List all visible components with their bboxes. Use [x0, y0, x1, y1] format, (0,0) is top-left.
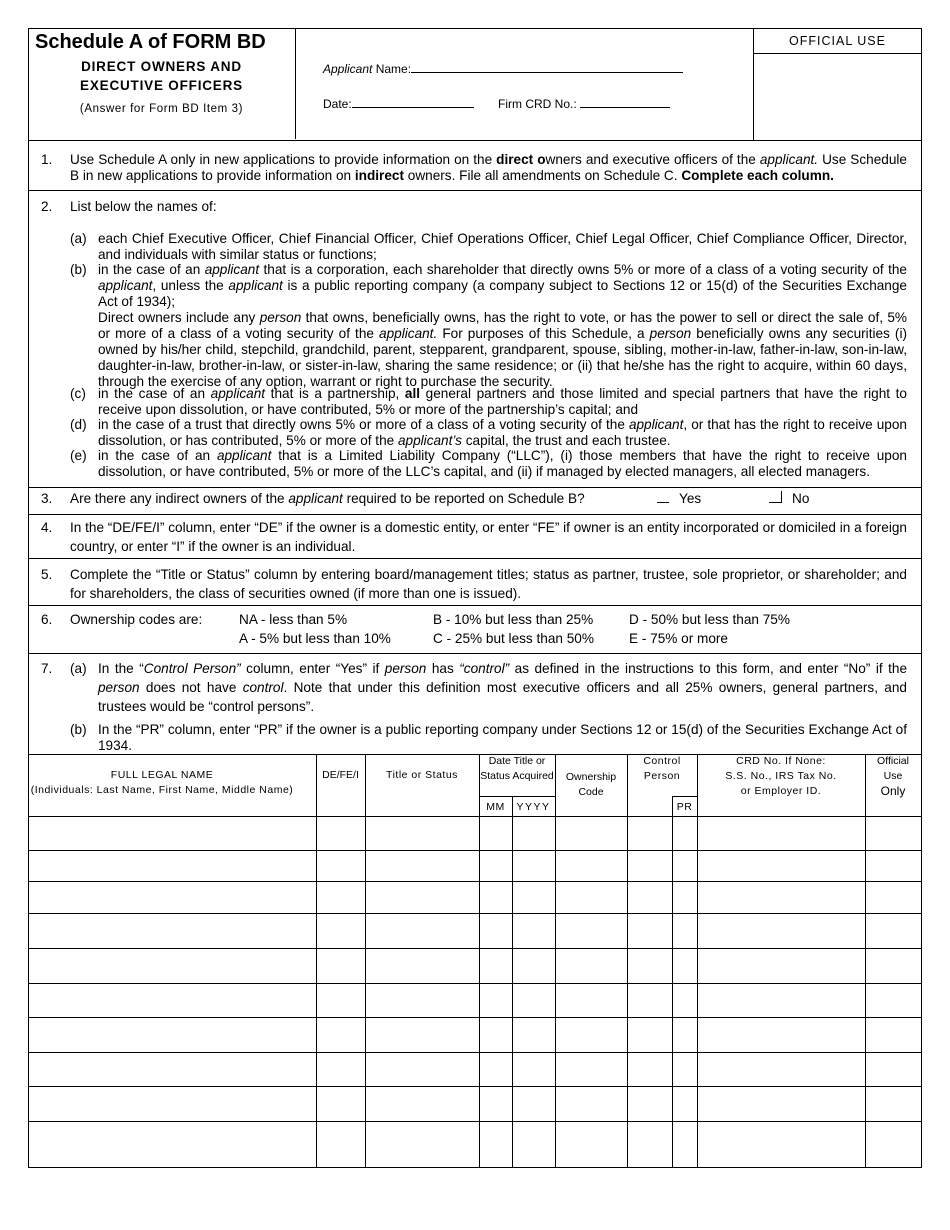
section-6: 6. Ownership codes are: NA - less than 5% A - 5% but less than 10% B - 10% but less than 25% C - 25% but less than 50% D - 50% but less than 75% E - 75% or more [41, 612, 790, 646]
form-title: Schedule A of FORM BD [35, 31, 266, 53]
table-cell[interactable] [697, 850, 865, 881]
table-cell[interactable] [627, 948, 672, 983]
form-subtitle: DIRECT OWNERS AND EXECUTIVE OFFICERS [80, 59, 243, 93]
section-2-item-a: (a) each Chief Executive Officer, Chief Financial Officer, Chief Operations Officer, Chief Legal Officer, Chief Compliance Officer, Director, and individuals with similar status or functions; [70, 231, 907, 262]
table-cell[interactable] [479, 913, 512, 948]
code-b: B - 10% but less than 25% [433, 612, 594, 627]
table-cell[interactable] [672, 913, 697, 948]
date-field[interactable]: Date: [323, 95, 474, 111]
table-cell[interactable] [627, 1017, 672, 1052]
table-cell[interactable] [512, 913, 555, 948]
code-na: NA - less than 5% [239, 612, 348, 627]
section-2-item-b: (b) in the case of an applicant that is a corporation, each shareholder that directly owns 5% or more of a class of a voting security of the applicant, unless the applicant is a public reporting company (a company subject to Sections 12 or 15(d) of the Securities Exchange Act of 1934); Direct owners include any person that owns, beneficially owns, has the right to vote, or has the power to sell or direct the sale of, 5% or more of a class of a voting security of the applicant. For purposes of this Schedule, a person beneficially owns any securities (i) owned by his/her child, stepchild, grandchild, parent, stepparent, grandparent, spouse, sibling, mother-in-law, father-in-law, son-in-law, daughter-in-law, brother-in-law, or sister-in-law, sharing the same residence; or (ii) that he/she has the right to acquire, within 60 days, through the exercise of any option, warrant or right to purchase the security. [70, 262, 908, 389]
table-cell[interactable] [555, 1017, 627, 1052]
yes-checkbox[interactable] [657, 491, 669, 503]
col-mm: MM [486, 801, 505, 813]
table-cell[interactable] [865, 948, 921, 983]
col-yyyy: YYYY [516, 801, 551, 813]
table-cell[interactable] [697, 948, 865, 983]
table-cell[interactable] [697, 1086, 865, 1121]
owners-table [29, 754, 921, 1167]
table-cell[interactable] [672, 850, 697, 881]
table-cell[interactable] [316, 1017, 365, 1052]
table-cell[interactable] [512, 816, 555, 850]
col-full-legal-name: FULL LEGAL NAME (Individuals: Last Name, First Name, Middle Name) [30, 769, 294, 796]
col-title-status: Title or Status [386, 769, 458, 781]
table-cell[interactable] [865, 983, 921, 1017]
table-cell[interactable] [316, 881, 365, 913]
table-cell[interactable] [697, 913, 865, 948]
code-a: A - 5% but less than 10% [239, 631, 391, 646]
table-cell[interactable] [29, 913, 316, 948]
indirect-owners-yes[interactable]: Yes [657, 491, 701, 507]
table-cell[interactable] [697, 983, 865, 1017]
table-cell[interactable] [479, 1052, 512, 1086]
table-cell[interactable] [555, 913, 627, 948]
table-cell[interactable] [365, 983, 479, 1017]
table-cell[interactable] [555, 1052, 627, 1086]
table-cell[interactable] [29, 1052, 316, 1086]
table-cell[interactable] [865, 816, 921, 850]
answer-note: (Answer for Form BD Item 3) [79, 103, 244, 115]
table-cell[interactable] [365, 850, 479, 881]
table-cell[interactable] [555, 881, 627, 913]
table-cell[interactable] [865, 850, 921, 881]
table-cell[interactable] [672, 1121, 697, 1167]
firm-crd-input[interactable] [580, 95, 670, 108]
indirect-owners-no[interactable]: No [769, 491, 809, 507]
section-2-item-e: (e) in the case of an applicant that is a Limited Liability Company (“LLC”), (i) those members that have the right to receive upon dissolution, or have contributed, 5% or more of the LLC’s capital, and (ii) if managed by elected managers, all elected managers. [70, 448, 907, 479]
table-cell[interactable] [479, 948, 512, 983]
no-checkbox[interactable] [769, 491, 782, 503]
col-ownership-code: Ownership Code [565, 771, 617, 798]
col-official-use: Official Use Only [877, 755, 909, 798]
table-cell[interactable] [29, 1121, 316, 1167]
date-input[interactable] [352, 95, 474, 108]
table-cell[interactable] [512, 1052, 555, 1086]
table-cell[interactable] [555, 1121, 627, 1167]
table-cell[interactable] [29, 850, 316, 881]
table-cell[interactable] [479, 1017, 512, 1052]
table-cell[interactable] [479, 816, 512, 850]
table-cell[interactable] [697, 1121, 865, 1167]
table-cell[interactable] [365, 881, 479, 913]
table-cell[interactable] [479, 983, 512, 1017]
table-cell[interactable] [29, 816, 316, 850]
table-cell[interactable] [316, 1086, 365, 1121]
table-cell[interactable] [365, 1086, 479, 1121]
table-cell[interactable] [555, 948, 627, 983]
table-cell[interactable] [365, 1017, 479, 1052]
table-cell[interactable] [316, 948, 365, 983]
section-7-item-b: (b) In the “PR” column, enter “PR” if the owner is a public reporting company under Sections 12 or 15(d) of the Securities Exchange Act of 1934. [70, 722, 907, 753]
table-cell[interactable] [672, 1017, 697, 1052]
col-control-person: Control Person [643, 755, 681, 782]
table-cell[interactable] [29, 1017, 316, 1052]
table-cell[interactable] [697, 816, 865, 850]
table-cell[interactable] [365, 816, 479, 850]
table-cell[interactable] [672, 1052, 697, 1086]
table-cell[interactable] [865, 881, 921, 913]
table-cell[interactable] [555, 850, 627, 881]
table-cell[interactable] [512, 1017, 555, 1052]
table-cell[interactable] [512, 983, 555, 1017]
col-pr: PR [676, 801, 693, 813]
table-cell[interactable] [29, 983, 316, 1017]
table-cell[interactable] [365, 913, 479, 948]
table-cell[interactable] [865, 1121, 921, 1167]
table-cell[interactable] [479, 1086, 512, 1121]
table-cell[interactable] [697, 1017, 865, 1052]
table-cell[interactable] [672, 983, 697, 1017]
table-cell[interactable] [697, 881, 865, 913]
table-cell[interactable] [627, 913, 672, 948]
table-cell[interactable] [672, 1086, 697, 1121]
table-cell[interactable] [316, 1052, 365, 1086]
table-cell[interactable] [865, 913, 921, 948]
table-cell[interactable] [316, 816, 365, 850]
section-7-item-a: (a) In the “Control Person” column, enter “Yes” if person has “control” as defined in the instructions to this form, and enter “No” if the person does not have control. Note that under this definition most executive officers and all 25% owners, general partners, and trustees would be “control persons”. [70, 661, 908, 714]
table-cell[interactable] [627, 816, 672, 850]
firm-crd-field[interactable]: Firm CRD No.: [498, 95, 670, 111]
table-cell[interactable] [627, 850, 672, 881]
col-date-acquired: Date Title or Status Acquired [480, 755, 554, 782]
table-cell[interactable] [865, 1052, 921, 1086]
table-cell[interactable] [555, 816, 627, 850]
table-cell[interactable] [627, 1086, 672, 1121]
table-cell[interactable] [512, 948, 555, 983]
table-cell[interactable] [555, 983, 627, 1017]
table-cell[interactable] [316, 1121, 365, 1167]
col-de-fe-i: DE/FE/I [322, 769, 359, 781]
table-cell[interactable] [865, 1086, 921, 1121]
section-7: 7. (a) In the “Control Person” column, enter “Yes” if person has “control” as defined in the instructions to this form, and enter “No” if the person does not have control. Note that under this definition most executive officers and all 25% owners, general partners, and trustees would be “control persons”. (b) In the “PR” column, enter “PR” if the owner is a public reporting company under Sections 12 or 15(d) of the Securities Exchange Act of 1934. [41, 661, 908, 753]
official-use-header: OFFICIAL USE [753, 29, 922, 54]
table-cell[interactable] [316, 983, 365, 1017]
table-cell[interactable] [479, 881, 512, 913]
table-cell[interactable] [627, 1052, 672, 1086]
table-cell[interactable] [479, 1121, 512, 1167]
table-cell[interactable] [512, 850, 555, 881]
table-cell[interactable] [627, 983, 672, 1017]
col-crd-no: CRD No. If None: S.S. No., IRS Tax No. or Employer ID. [725, 755, 837, 797]
applicant-name-field[interactable]: Applicant Name: [323, 60, 683, 76]
table-cell[interactable] [697, 1052, 865, 1086]
table-cell[interactable] [365, 1052, 479, 1086]
table-cell[interactable] [512, 881, 555, 913]
section-2: 2. List below the names of: (a) each Chief Executive Officer, Chief Financial Officer, Chief Operations Officer, Chief Legal Officer, Chief Compliance Officer, Director, and individuals with similar status or functions; (b) in the case of an applicant that is a corporation, each shareholder that directly owns 5% or more of a class of a voting security of the applicant, unless the applicant is a public reporting company (a company subject to Sections 12 or 15(d) of the Securities Exchange Act of 1934); Direct owners include any person that owns, beneficially owns, has the right to vote, or has the power to sell or direct the sale of, 5% or more of a class of a voting security of the applicant. For purposes of this Schedule, a person beneficially owns any securities (i) owned by his/her child, stepchild, grandchild, parent, stepparent, grandparent, spouse, sibling, mother-in-law, father-in-law, son-in-law, daughter-in-law, brother-in-law, or sister-in-law, sharing the same residence; or (ii) that he/she has the right to acquire, within 60 days, through the exercise of any option, warrant or right to purchase the security. (c) in the case of an applicant that is a partnership, all general partners and those limited and special partners that have the right to receive upon dissolution, or have contributed, 5% or more of the partnership’s capital; and (d) in the case of a trust that directly owns 5% or more of a class of a voting security of the applicant, or that has the right to receive upon dissolution, or has contributed, 5% or more of the applicant’s capital, the trust and each trustee. (e) in the case of an applicant that is a Limited Liability Company (“LLC”), (i) those members that have the right to receive upon dissolution, or have contributed, 5% or more of the LLC’s capital, and (ii) if managed by elected managers, all elected managers. [41, 199, 908, 479]
table-cell[interactable] [672, 948, 697, 983]
section-2-item-d: (d) in the case of a trust that directly owns 5% or more of a class of a voting security of the applicant, or that has the right to receive upon dissolution, or has contributed, 5% or more of the applicant’s capital, the trust and each trustee. [70, 417, 907, 448]
table-cell[interactable] [316, 850, 365, 881]
table-cell[interactable] [627, 1121, 672, 1167]
code-c: C - 25% but less than 50% [433, 631, 594, 646]
table-cell[interactable] [29, 1086, 316, 1121]
table-cell[interactable] [512, 1086, 555, 1121]
table-cell[interactable] [672, 881, 697, 913]
table-cell[interactable] [365, 1121, 479, 1167]
table-cell[interactable] [29, 881, 316, 913]
code-d: D - 50% but less than 75% [629, 612, 790, 627]
table-cell[interactable] [865, 1017, 921, 1052]
table-cell[interactable] [479, 850, 512, 881]
applicant-name-input[interactable] [411, 60, 683, 73]
section-2-item-c: (c) in the case of an applicant that is a partnership, all general partners and those limited and special partners that have the right to receive upon dissolution, or have contributed, 5% or more of the partnership’s capital; and [70, 386, 907, 417]
table-cell[interactable] [512, 1121, 555, 1167]
code-e: E - 75% or more [629, 631, 728, 646]
table-cell[interactable] [29, 948, 316, 983]
table-cell[interactable] [627, 881, 672, 913]
table-cell[interactable] [365, 948, 479, 983]
form-frame: Schedule A of FORM BD DIRECT OWNERS AND EXECUTIVE OFFICERS (Answer for Form BD Item 3) Applicant Name: Date: Firm CRD No.: OFFICIAL USE 1. Use Schedule A only in new applications to provide information on the direct owners and executive officers of the applicant. Use Schedule B in new applications to provide information on indirect owners. File all amendments on Schedule C. Complete each column. 2. List below the names of: (a) each Chief Executive Officer, Chief Financial Officer, Chief Operations Officer, Chief Legal Officer, Chief Compliance Officer, Director, and individuals with similar status or functions; (b) in the case of an applicant that is a corporation, each shareholder that directly owns 5% or more of a class of a voting security of the applicant, unless the applicant is a public reporting company (a company subject to Sections 12 or 15(d) of the Securities Exchange Act of 1934); Direct owners include any person that owns, beneficially owns, has the right to vote, or has the power to sell or direct the sale of, 5% or more of a class of a voting security of the applicant. For purposes of this Schedule, a person beneficially owns any securities (i) owned by his/her child, stepchild, grandchild, parent, stepparent, grandparent, spouse, sibling, mother-in-law, father-in-law, son-in-law, daughter-in-law, brother-in-law, or sister-in-law, sharing the same residence; or (ii) that he/she has the right to acquire, within 60 days, through the exercise of any option, warrant or right to purchase the security. (c) in the case of an applicant that is a partnership, all general partners and those limited and special partners that have the right to receive upon dissolution, or have contributed, 5% or more of the partnership’s capital; and (d) in the case of a trust that directly owns 5% or more of a class of a voting security of the applicant, or that has the right to receive upon dissolution, or has contributed, 5% or more of the applicant’s capital, the trust and each trustee. (e) in the case of an applicant that is a Limited Liability Company (“LLC”), (i) those members that have the right to receive upon dissolution, or have contributed, 5% or more of the LLC’s capital, and (ii) if managed by elected managers, all elected managers. 3. Are there any indirect owners of the applicant required to be reported on Schedule B? Yes No 4. In the “DE/FE/I” column, enter “DE” if the owner is a domestic entity, or enter “FE” if owner is an entity incorporated or domiciled in a foreign country, or enter “I” if the owner is an individual. 5. Complete the “Title or Status” column by entering board/management titles; status as partner, trustee, sole proprietor, or shareholder; and for shareholders, the class of securities owned (if more than one is issued). 6. Ownership codes are: NA - less than 5% A - 5% but less than 10% B - 10% but less than 25% C - 25% but less than 50% D - 50% but less than 75% E - 75% or more 7. (a) In the “Control Person” column, enter “Yes” if person has “control” as defined in the instructions to this form, and enter “No” if the person does not have control. Note that under this definition most executive officers and all 25% owners, general partners, and trustees would be “control persons”. (b) In the “PR” column, enter “PR” if the owner is a public reporting company under Sections 12 or 15(d) of the Securities Exchange Act of 1934. FULL LEGAL NAME (Individuals: Last Name, First Name, Middle Name) DE/FE/I Title or Status Date Title or Status Acquired MM YYYY Ownership Code Control Person PR CRD No. If None: S.S. No., IRS Tax No. or Employer ID. Official Use Only [28, 28, 922, 1168]
table-cell[interactable] [672, 816, 697, 850]
table-cell[interactable] [316, 913, 365, 948]
table-cell[interactable] [555, 1086, 627, 1121]
